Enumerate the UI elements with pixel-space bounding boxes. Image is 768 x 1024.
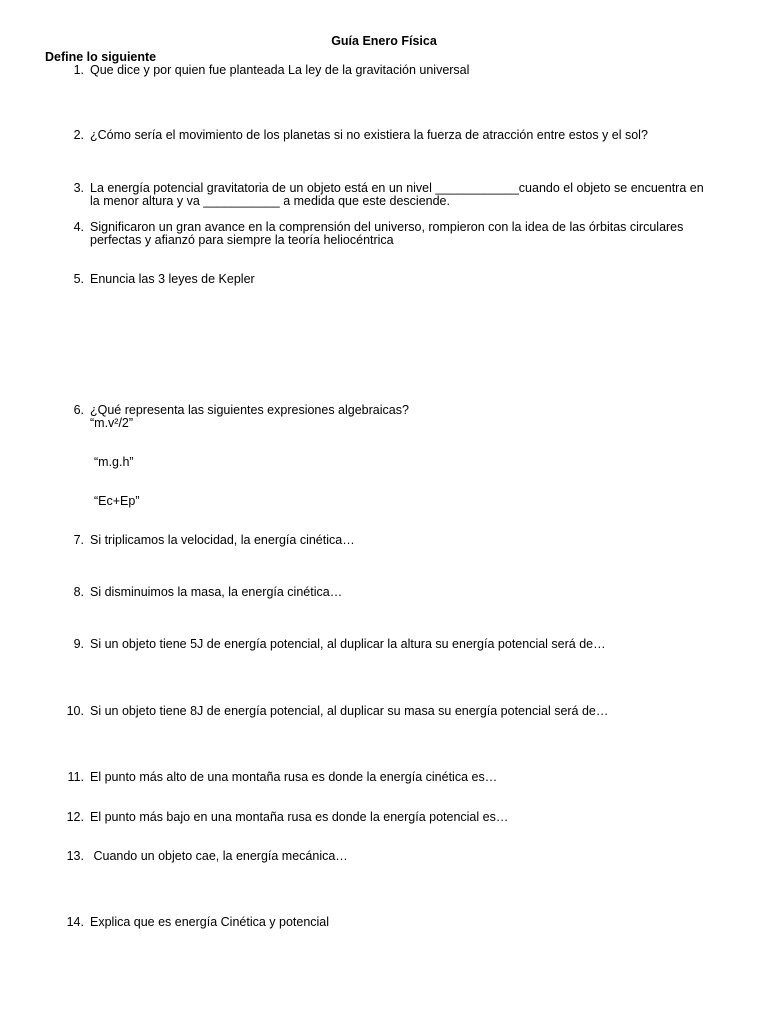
question-text: El punto más bajo en una montaña rusa es donde la energía potencial es… [90,810,509,824]
question-number: 13. [66,849,84,863]
question-number: 5. [73,272,84,286]
question-text: Si disminuimos la masa, la energía cinética… [90,585,343,599]
question-number: 8. [73,585,84,599]
question-text: Significaron un gran avance en la comprensión del universo, rompieron con la idea de las órbitas circulares perfectas y afianzó para siempre la teoría heliocéntrica [90,220,684,247]
expression-kinetic: “m.v²/2” [90,416,134,430]
question-number: 3. [73,181,84,195]
section-heading: Define lo siguiente [45,50,157,64]
question-text: Explica que es energía Cinética y potencial [90,915,330,929]
question-number: 9. [73,637,84,651]
question-number: 6. [73,403,84,417]
question-number: 11. [67,770,84,784]
question-number: 12. [66,810,84,824]
expression-mechanical: “Ec+Ep” [94,494,140,508]
question-text: La energía potencial gravitatoria de un objeto está en un nivel ____________cuando el objeto se encuentra en la menor altura y va ___________ a medida que este desciende. [90,181,704,208]
question-text: El punto más alto de una montaña rusa es donde la energía cinética es… [90,770,498,784]
question-text: Cuando un objeto cae, la energía mecánica… [90,849,348,863]
question-number: 1. [73,63,84,77]
question-number: 4. [73,220,84,234]
question-text: Si un objeto tiene 8J de energía potencial, al duplicar su masa su energía potencial será de… [90,704,609,718]
question-number: 7. [73,533,84,547]
expression-potential: “m.g.h” [94,455,134,469]
question-text: Si un objeto tiene 5J de energía potencial, al duplicar la altura su energía potencial será de… [90,637,606,651]
question-text: ¿Cómo sería el movimiento de los planetas si no existiera la fuerza de atracción entre estos y el sol? [90,128,648,142]
question-text: Enuncia las 3 leyes de Kepler [90,272,255,286]
question-number: 2. [73,128,84,142]
question-text: Si triplicamos la velocidad, la energía cinética… [90,533,355,547]
question-text: ¿Qué representa las siguientes expresiones algebraicas? [90,403,409,417]
question-number: 14. [66,915,84,929]
question-text: Que dice y por quien fue planteada La ley de la gravitación universal [90,63,470,77]
question-number: 10. [66,704,84,718]
document-title: Guía Enero Física [331,34,437,48]
